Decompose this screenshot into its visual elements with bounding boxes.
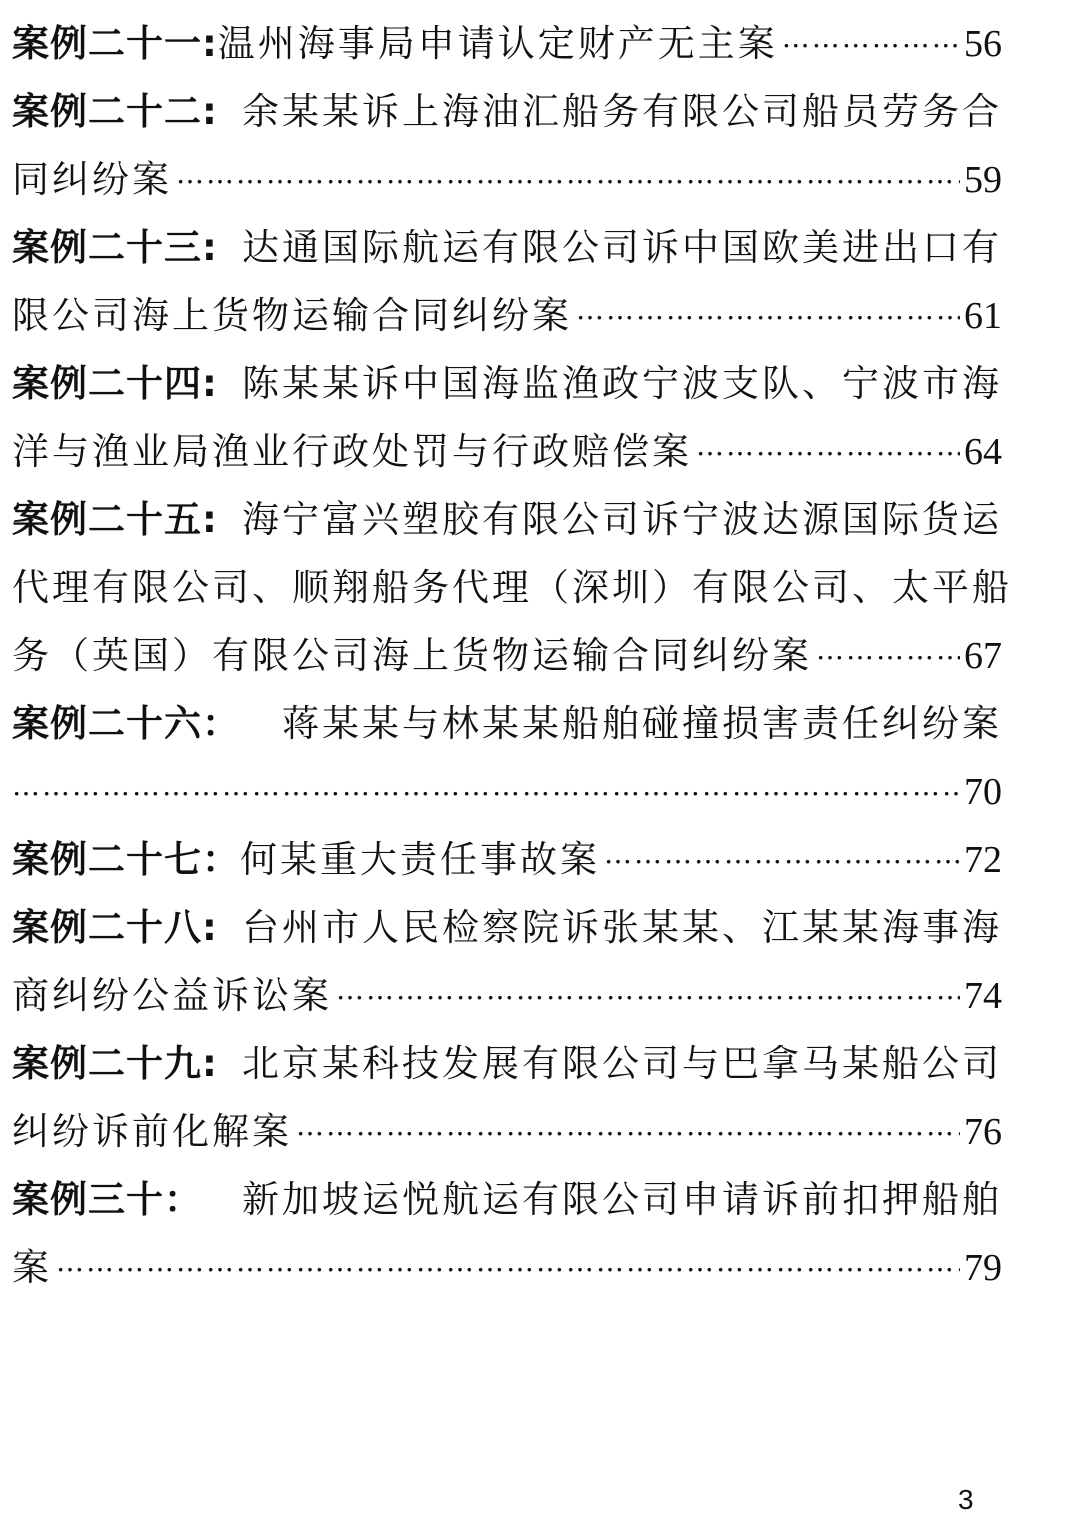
entry-page-number: 59 <box>964 159 1002 201</box>
entry-title: 新加坡运悦航运有限公司申请诉前扣押船舶 <box>242 1178 1002 1221</box>
entry-title: 何某重大责任事故案 <box>240 838 600 881</box>
entry-label: 案例三十： <box>12 1178 202 1221</box>
dot-leader <box>696 412 960 480</box>
entry-title: 陈某某诉中国海监渔政宁波支队、宁波市海 <box>242 362 1002 405</box>
entry-label: 案例二十六： <box>12 702 240 745</box>
toc-entry-25[interactable] <box>12 486 1002 554</box>
toc-entry-29-cont[interactable] <box>12 1098 1002 1166</box>
toc-entry-25-cont-1[interactable] <box>12 554 1012 622</box>
entry-label: 案例二十二: <box>12 90 218 133</box>
toc-entry-22[interactable] <box>12 78 1002 146</box>
entry-page-number: 56 <box>964 23 1002 65</box>
entry-title-continued: 同纠纷案 <box>12 158 172 201</box>
toc-entry-24[interactable] <box>12 350 1002 418</box>
dot-leader <box>176 140 960 208</box>
toc-entry-25-cont-2[interactable] <box>12 622 1002 690</box>
toc-entry-22-cont[interactable] <box>12 146 1002 214</box>
entry-page-number: 64 <box>964 431 1002 473</box>
dot-leader <box>56 1228 960 1296</box>
entry-label: 案例二十一: <box>12 22 218 65</box>
dot-leader <box>336 956 960 1024</box>
entry-title-continued: 代理有限公司、顺翔船务代理（深圳）有限公司、太平船 <box>12 566 1012 609</box>
entry-title: 余某某诉上海油汇船务有限公司船员劳务合 <box>242 90 1002 133</box>
entry-page-number: 72 <box>964 839 1002 881</box>
entry-title: 达通国际航运有限公司诉中国欧美进出口有 <box>242 226 1002 269</box>
entry-label: 案例二十七： <box>12 838 240 881</box>
dot-leader <box>782 4 960 72</box>
toc-entry-27[interactable] <box>12 826 1002 894</box>
toc-entry-28-cont[interactable] <box>12 962 1002 1030</box>
entry-title-continued: 案 <box>12 1246 52 1289</box>
dot-leader <box>604 820 960 888</box>
table-of-contents <box>12 10 1012 1302</box>
toc-entry-23[interactable] <box>12 214 1002 282</box>
dot-leader <box>816 616 960 684</box>
entry-title: 温州海事局申请认定财产无主案 <box>217 22 778 65</box>
page-number: 3 <box>958 1484 974 1515</box>
entry-page-number: 79 <box>964 1247 1002 1289</box>
toc-entry-26[interactable] <box>12 690 1002 758</box>
toc-entry-26-cont[interactable] <box>12 758 1002 826</box>
dot-leader <box>296 1092 960 1160</box>
entry-page-number: 74 <box>964 975 1002 1017</box>
entry-title-continued: 限公司海上货物运输合同纠纷案 <box>12 294 572 337</box>
entry-title-continued: 务（英国）有限公司海上货物运输合同纠纷案 <box>12 634 812 677</box>
entry-title-continued: 洋与渔业局渔业行政处罚与行政赔偿案 <box>12 430 692 473</box>
entry-page-number: 76 <box>964 1111 1002 1153</box>
dot-leader <box>12 752 960 820</box>
entry-page-number: 70 <box>964 771 1002 813</box>
entry-title: 海宁富兴塑胶有限公司诉宁波达源国际货运 <box>242 498 1002 541</box>
entry-label: 案例二十三: <box>12 226 218 269</box>
entry-label: 案例二十九: <box>12 1042 218 1085</box>
toc-entry-23-cont[interactable] <box>12 282 1002 350</box>
entry-title-continued: 商纠纷公益诉讼案 <box>12 974 332 1017</box>
entry-title: 台州市人民检察院诉张某某、江某某海事海 <box>242 906 1002 949</box>
toc-entry-21[interactable] <box>12 10 1002 78</box>
entry-title: 蒋某某与林某某船舶碰撞损害责任纠纷案 <box>282 702 1002 745</box>
entry-title-continued: 纠纷诉前化解案 <box>12 1110 292 1153</box>
entry-page-number: 67 <box>964 635 1002 677</box>
toc-entry-24-cont[interactable] <box>12 418 1002 486</box>
entry-page-number: 61 <box>964 295 1002 337</box>
toc-entry-29[interactable] <box>12 1030 1002 1098</box>
toc-entry-30-cont[interactable] <box>12 1234 1002 1302</box>
dot-leader <box>576 276 960 344</box>
entry-label: 案例二十五: <box>12 498 218 541</box>
entry-label: 案例二十四: <box>12 362 218 405</box>
entry-title: 北京某科技发展有限公司与巴拿马某船公司 <box>242 1042 1002 1085</box>
toc-entry-28[interactable] <box>12 894 1002 962</box>
toc-entry-30[interactable] <box>12 1166 1002 1234</box>
entry-label: 案例二十八: <box>12 906 218 949</box>
